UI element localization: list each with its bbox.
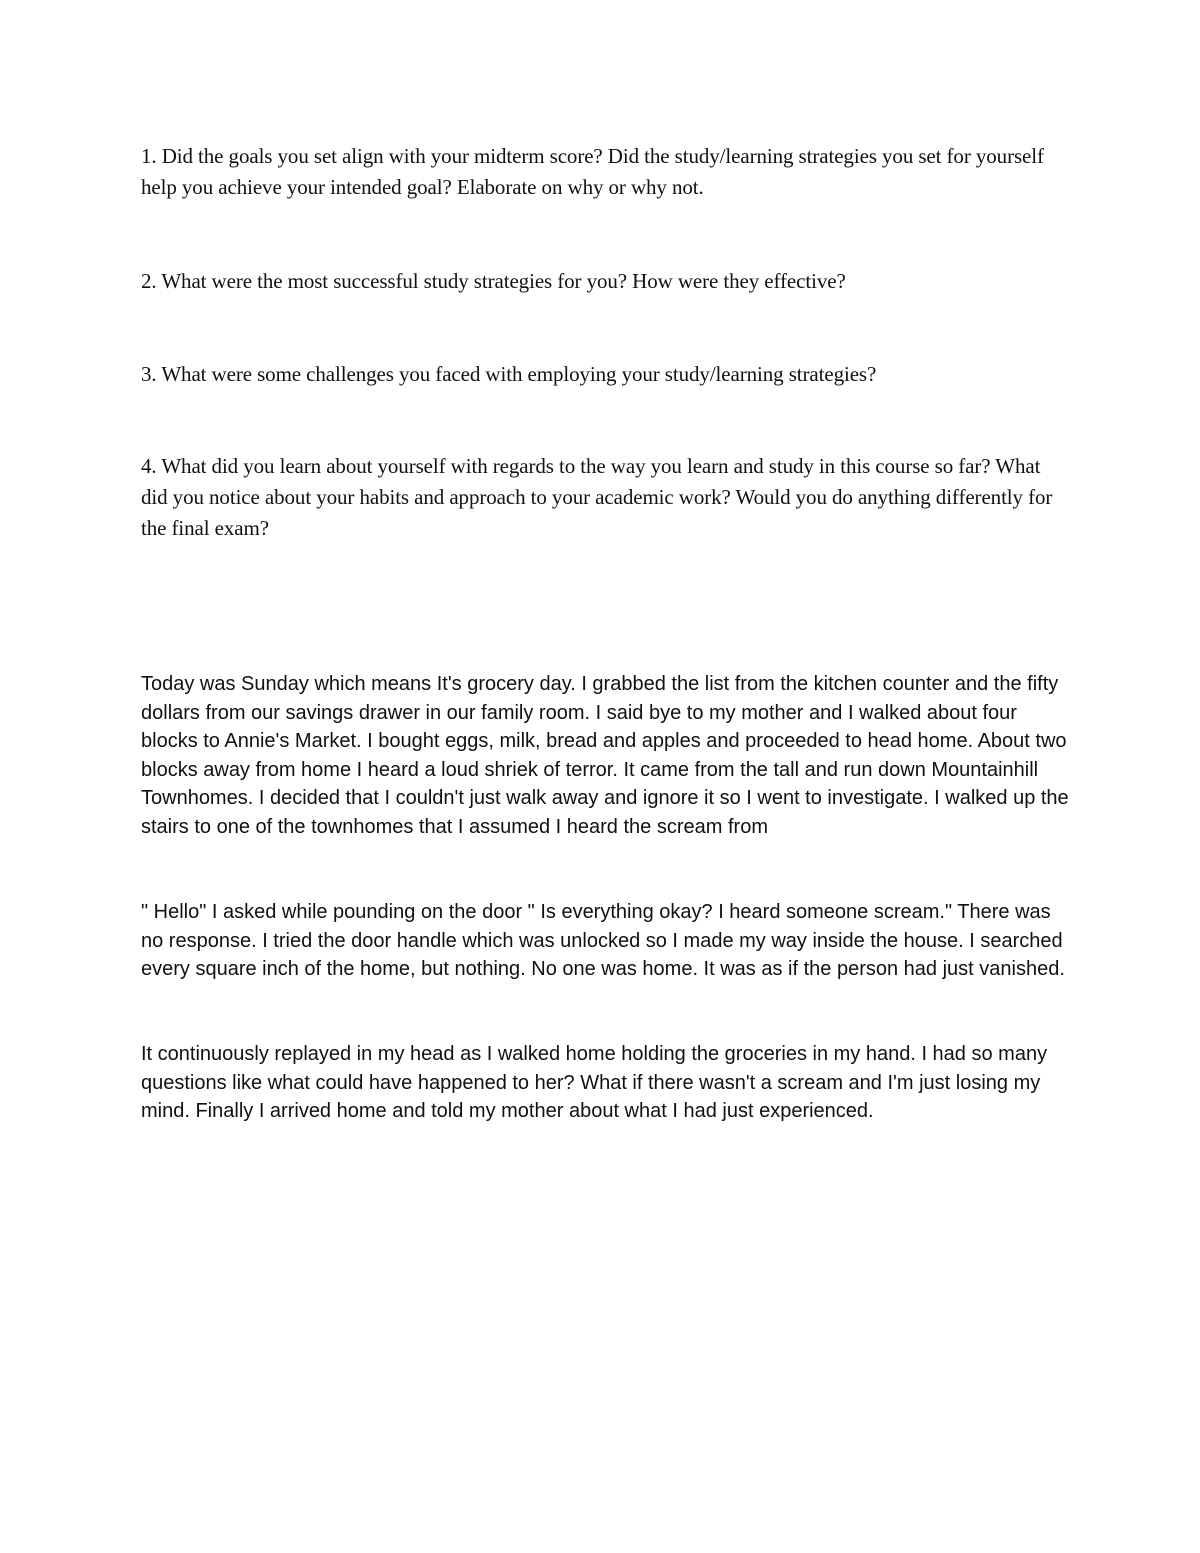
story-paragraph-1: Today was Sunday which means It's grocery day. I grabbed the list from the kitchen counter and the fifty dollars from our savings drawer in our family room. I said bye to my mother and I walked about four blocks to Annie's Market. I bought eggs, milk, bread and apples and proceeded to head home. About two blocks away from home I heard a loud shriek of terror. It came from the tall and run down Mountainhill Townhomes. I decided that I couldn't just walk away and ignore it so I went to investigate. I walked up the stairs to one of the townhomes that I assumed I heard the scream from bbox=[141, 673, 1069, 838]
question-4: 4. What did you learn about yourself with regards to the way you learn and study in this course so far? What did you notice about your habits and approach to your academic work? Would you do anything differently for the final exam? bbox=[141, 454, 1053, 540]
question-3: 3. What were some challenges you faced with employing your study/learning strategies? bbox=[141, 362, 877, 386]
question-2: 2. What were the most successful study strategies for you? How were they effective? bbox=[141, 269, 846, 293]
story-paragraph-3: It continuously replayed in my head as I walked home holding the groceries in my hand. I had so many questions like what could have happened to her? What if there wasn't a scream and I'm just losing my mind. Finally I arrived home and told my mother about what I had just experienced. bbox=[141, 1043, 1048, 1123]
story-paragraph-2: " Hello" I asked while pounding on the door " Is everything okay? I heard someone scream." There was no response. I tried the door handle which was unlocked so I made my way inside the house. I searched every square inch of the home, but nothing. No one was home. It was as if the person had just vanished. bbox=[141, 901, 1065, 981]
question-1: 1. Did the goals you set align with your midterm score? Did the study/learning strategies you set for yourself help you achieve your intended goal? Elaborate on why or why not. bbox=[141, 144, 1044, 199]
